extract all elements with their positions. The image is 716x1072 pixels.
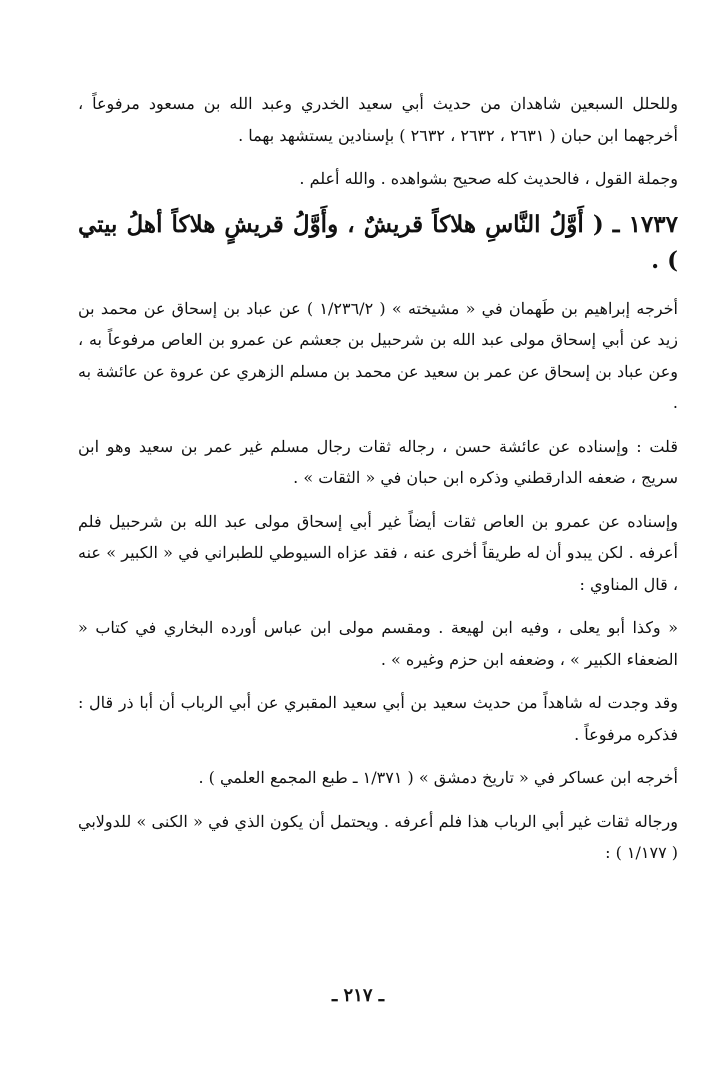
page-body [78,88,678,881]
paragraph-takhrij: أخرجه إبراهيم بن طَهمان في « مشيخته » ( ١/٢٣٦/٢ ) عن عباد بن إسحاق عن محمد بن زيد عن أبي إسحاق مولى عبد الله بن شرحبيل بن جعشم عن عمرو بن العاص مرفوعاً به ، وعن عباد بن إسحاق عن عمر بن سعيد عن محمد بن مسلم الزهري عن عروة عن عائشة به . [78,298,679,412]
paragraph-munawi-quote: « وكذا أبو يعلى ، وفيه ابن لهيعة . ومقسم مولى ابن عباس أورده البخاري في كتاب « الضعفاء الكبير » ، وضعفه ابن حزم وغيره » . [78,618,678,669]
paragraph-shawahid: وللحلل السبعين شاهدان من حديث أبي سعيد الخدري وعبد الله بن مسعود مرفوعاً ، أخرجهما ابن حبان ( ٢٦٣١ ، ٢٦٣٢ ، ٢٦٣٢ ) بإسنادين يستشهد بهما . [78,94,678,145]
paragraph-shahid: وقد وجدت له شاهداً من حديث سعيد بن أبي سعيد المقبري عن أبي الرباب أن أبا ذر قال : فذكره مرفوعاً . [78,693,679,744]
paragraph-rijal: ورجاله ثقات غير أبي الرباب هذا فلم أعرفه . ويحتمل أن يكون الذي في « الكنى » للدولابي ( ١/١٧٧ ) : [78,811,678,862]
paragraph-ibn-asakir: أخرجه ابن عساكر في « تاريخ دمشق » ( ١/٣٧١ ـ طبع المجمع العلمي ) . [198,768,678,787]
paragraph-qultu: قلت : وإسناده عن عائشة حسن ، رجاله ثقات رجال مسلم غير عمر بن سعيد وهو ابن سريج ، ضعفه الدارقطني وذكره ابن حبان في « الثقات » . [78,436,678,487]
page-number: ـ ٢١٧ ـ [331,985,385,1006]
paragraph-isnad-amr: وإسناده عن عمرو بن العاص ثقات أيضاً غير أبي إسحاق مولى عبد الله بن شرحبيل فلم أعرفه . لكن يبدو أن له طريقاً أخرى عنه ، فقد عزاه السيوطي للطبراني في « الكبير » عنه ، قال المناوي : [78,511,679,594]
hadith-heading: ١٧٣٧ ـ ( أَوَّلُ النَّاسِ هلاكاً قريشٌ ، وأَوَّلُ قريشٍ هلاكاً أهلُ بيتي ) . [78,210,678,274]
paragraph-conclusion: وجملة القول ، فالحديث كله صحيح بشواهده . والله أعلم . [299,169,678,188]
